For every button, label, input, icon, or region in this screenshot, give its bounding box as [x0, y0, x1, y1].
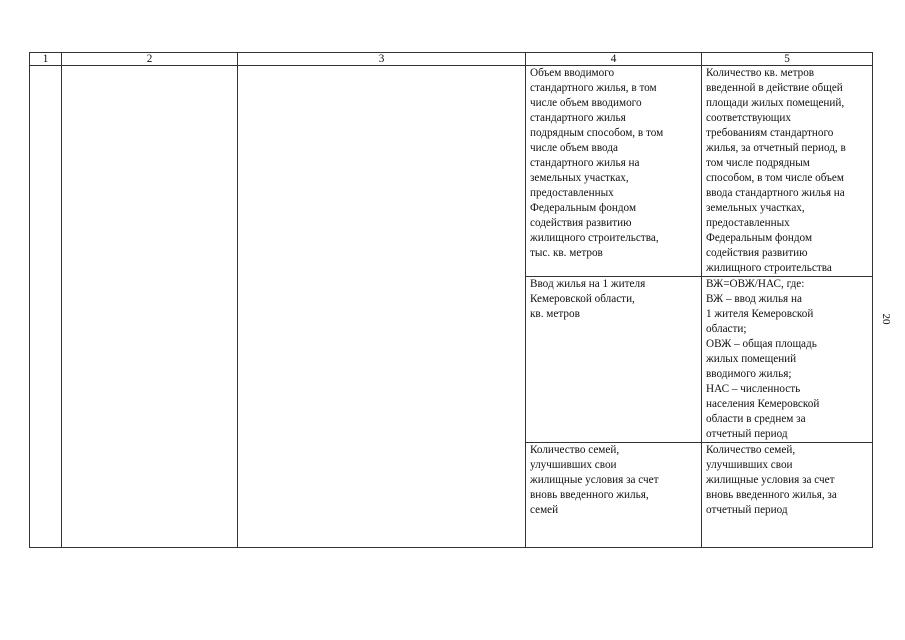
column-1-cell — [30, 66, 62, 548]
indicator-text: Объем вводимого стандартного жилья, в том числе объем вводимого стандартного жилья подрядным способом, в том числе объем ввода стандартного жилья на земельных участках, предоставленных Федеральным фондом содействия развитию жилищного строительства, тыс. кв. метров — [530, 67, 664, 259]
method-cell — [702, 443, 873, 548]
page-number: 20 — [880, 313, 892, 325]
column-number-2: 2 — [62, 53, 238, 66]
column-3-cell — [238, 66, 526, 548]
indicator-cell — [526, 66, 702, 277]
indicator-cell — [526, 277, 702, 443]
table-row — [30, 66, 873, 277]
column-number-1: 1 — [30, 53, 62, 66]
indicator-text: Ввод жилья на 1 жителя Кемеровской области, кв. метров — [530, 278, 646, 320]
method-text: Количество кв. метров введенной в действие общей площади жилых помещений, соответствующих требованиям стандартного жилья, за отчетный период, в том числе подрядным способом, в том числе объем ввода стандартного жилья на земельных участках, предоставленных Федеральным фондом содействия развитию жилищного строительства — [706, 67, 846, 274]
table-header-row — [30, 53, 873, 66]
column-number-3: 3 — [238, 53, 526, 66]
method-text: ВЖ=ОВЖ/НАС, где: ВЖ – ввод жилья на 1 жителя Кемеровской области; ОВЖ – общая площадь жилых помещений вводимого жилья; НАС – численность населения Кемеровской области в среднем за отчетный период — [706, 278, 820, 440]
column-number-5: 5 — [702, 53, 873, 66]
column-2-cell — [62, 66, 238, 548]
indicators-table — [29, 52, 873, 548]
method-cell — [702, 277, 873, 443]
column-number-4: 4 — [526, 53, 702, 66]
indicator-text: Количество семей, улучшивших свои жилищные условия за счет вновь введенного жилья, семей — [530, 444, 659, 516]
method-cell — [702, 66, 873, 277]
method-text: Количество семей, улучшивших свои жилищные условия за счет вновь введенного жилья, за отчетный период — [706, 444, 837, 516]
indicator-cell — [526, 443, 702, 548]
